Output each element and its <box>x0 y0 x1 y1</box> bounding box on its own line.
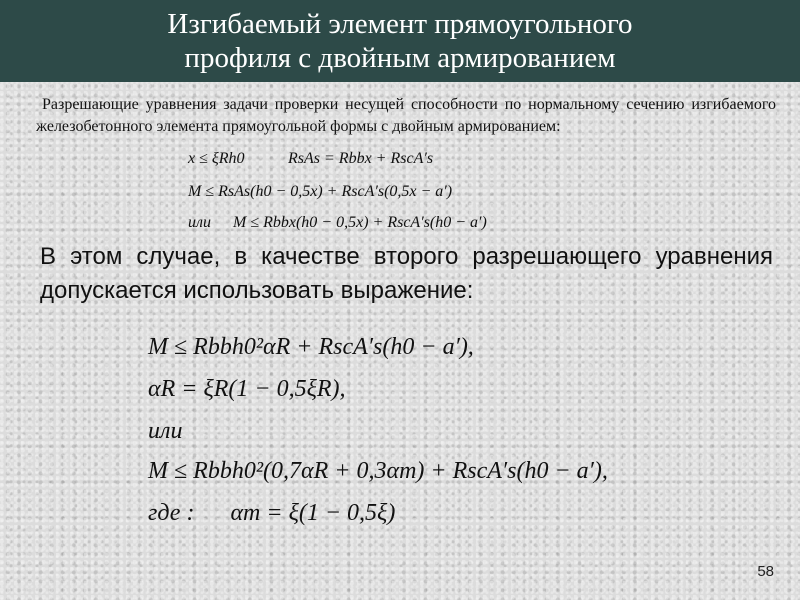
big-equation-1: M ≤ Rbbh0²αR + RscA′s(h0 − a′), <box>148 334 474 360</box>
intro-text: Разрешающие уравнения задачи проверки несущей способности по нормальному сечению изгибаемого железобетонного элемента прямоугольной формы с двойным армированием: <box>36 96 776 135</box>
equation-moment-2-text: M ≤ Rbbx(h0 − 0,5x) + RscA′s(h0 − a′) <box>232 214 487 231</box>
equation-balance-text: RsAs = Rbbx + RscA′s <box>288 150 434 167</box>
big-equation-5-text: αm = ξ(1 − 0,5ξ) <box>230 500 396 526</box>
equation-balance <box>288 150 433 168</box>
big-equation-5 <box>148 500 395 527</box>
big-equation-4: M ≤ Rbbh0²(0,7αR + 0,3αm) + RscA′s(h0 − a′), <box>148 458 608 484</box>
big-equation-2: αR = ξR(1 − 0,5ξR), <box>148 376 346 402</box>
equation-or-label: или <box>188 214 211 231</box>
main-text: В этом случае, в качестве второго разрешающего уравнения допускается использовать выражение: <box>40 243 773 304</box>
title-line-2: профиля с двойным армированием <box>184 42 616 74</box>
equation-moment-1-text: M ≤ RsAs(h0 − 0,5x) + RscA′s(0,5x − a′) <box>188 183 453 200</box>
equation-condition <box>188 150 245 168</box>
equation-moment-1 <box>188 183 452 201</box>
title-bar <box>0 0 800 82</box>
equation-condition-text: x ≤ ξRh0 <box>188 150 245 167</box>
where-label: где : <box>148 500 195 526</box>
page-number: 58 <box>757 563 774 580</box>
equation-moment-2 <box>188 214 487 232</box>
title-line-1: Изгибаемый элемент прямоугольного <box>167 8 633 40</box>
big-equation-or: или <box>148 418 183 444</box>
